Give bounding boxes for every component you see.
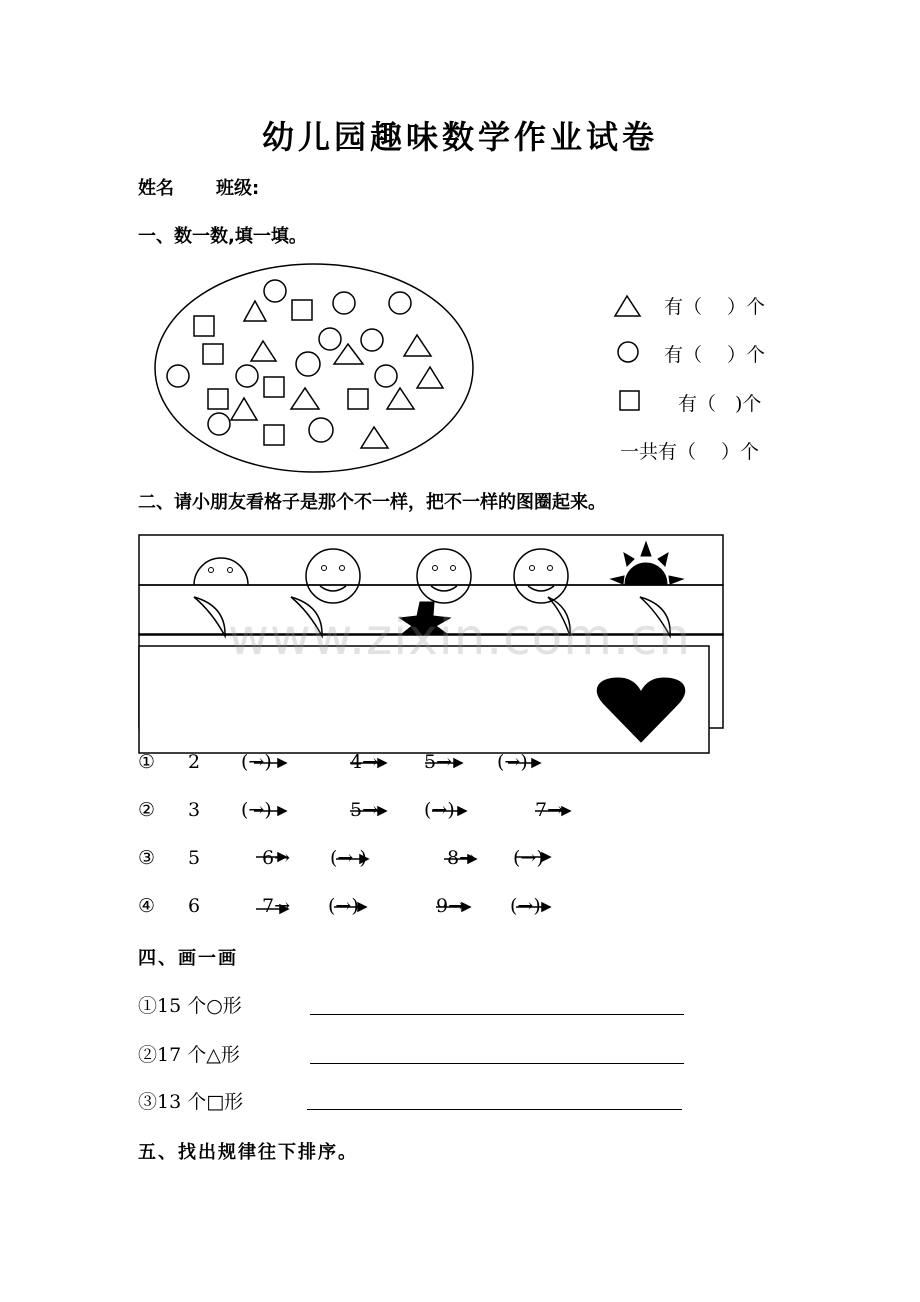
- moon-icon: [194, 597, 225, 636]
- sequence-item: 5→: [350, 799, 379, 821]
- sequence-blank: (→ ): [330, 847, 367, 869]
- sequence-number: ④: [138, 895, 156, 917]
- square-icon: [208, 389, 228, 409]
- triangle-icon: [231, 398, 257, 420]
- smiley-face-icon: [194, 558, 248, 585]
- circle-icon: [208, 413, 230, 435]
- triangle-icon: [244, 301, 266, 321]
- sequence-number: ③: [138, 847, 156, 869]
- section1-heading: 一、数一数,填一填。: [138, 226, 307, 247]
- sequence-blank: (→): [510, 895, 541, 917]
- draw-answer-line[interactable]: [307, 1109, 682, 1110]
- total-count-text: 一共有（ ）个: [620, 441, 760, 463]
- square-icon: [264, 377, 284, 397]
- name-label: 姓名: [138, 178, 174, 199]
- circle-icon: [296, 352, 320, 376]
- triangle-icon: [361, 427, 388, 448]
- class-label: 班级:: [216, 178, 260, 199]
- sequence-blank: (→): [513, 847, 544, 869]
- sequence-blank: (→): [328, 895, 359, 917]
- draw-answer-line[interactable]: [310, 1014, 684, 1015]
- sequence-item: 7→: [535, 799, 564, 821]
- circle-icon: [618, 342, 638, 362]
- draw-answer-line[interactable]: [310, 1063, 684, 1064]
- square-icon: [264, 425, 284, 445]
- sequence-item: 4→: [350, 751, 379, 773]
- square-icon: [620, 391, 639, 410]
- sequence-start: 5: [188, 847, 201, 869]
- smiley-face-icon: [306, 549, 360, 603]
- triangle-icon: [387, 388, 414, 409]
- circle-icon: [375, 365, 397, 387]
- sequence-blank: (→): [424, 799, 455, 821]
- sequence-start: 6: [188, 895, 201, 917]
- watermark: www.zixin.com.cn: [228, 608, 692, 666]
- circle-icon: [309, 418, 333, 442]
- circle-icon: [264, 280, 286, 302]
- sequence-start: 2: [188, 751, 201, 773]
- sequence-number: ②: [138, 799, 156, 821]
- circle-icon: [167, 365, 189, 387]
- circle-icon: [333, 292, 355, 314]
- draw-item-label: ②17 个△形: [138, 1044, 240, 1066]
- section4-heading: 四、画一画: [138, 948, 238, 969]
- draw-item-label: ①15 个○形: [138, 995, 242, 1017]
- sequence-blank: (→): [241, 751, 272, 773]
- page-title: 幼儿园趣味数学作业试卷: [261, 118, 658, 156]
- sequence-item: 8→: [447, 847, 476, 869]
- square-icon: [292, 300, 312, 320]
- circle-icon: [319, 328, 341, 350]
- triangle-icon: [291, 388, 319, 409]
- circle-icon: [389, 292, 411, 314]
- sequence-number: ①: [138, 751, 156, 773]
- sequence-blank: (→): [241, 799, 272, 821]
- sun-icon: [625, 563, 667, 584]
- square-count-text: 有（ )个: [678, 393, 762, 415]
- sequence-item: 9→: [436, 895, 465, 917]
- circle-icon: [236, 365, 258, 387]
- sequence-item: 6→: [262, 847, 291, 869]
- circle-count-text: 有（ ）个: [664, 344, 766, 366]
- square-icon: [203, 344, 223, 364]
- shape-ellipse: [155, 264, 473, 472]
- sequence-item: 7→: [262, 895, 291, 917]
- sequence-start: 3: [188, 799, 201, 821]
- triangle-icon: [251, 341, 276, 361]
- sequence-item: 5→: [424, 751, 453, 773]
- section5-heading: 五、找出规律往下排序。: [138, 1142, 358, 1163]
- smiley-face-icon: [417, 549, 471, 603]
- section2-heading: 二、请小朋友看格子是那个不一样，把不一样的图圈起来。: [138, 492, 606, 513]
- square-icon: [348, 389, 368, 409]
- square-icon: [194, 316, 214, 336]
- circle-icon: [361, 329, 383, 351]
- triangle-count-text: 有（ ）个: [664, 296, 766, 318]
- smiley-face-icon: [514, 549, 568, 603]
- draw-item-label: ③13 个□形: [138, 1091, 244, 1113]
- triangle-icon: [404, 335, 431, 356]
- triangle-icon: [417, 367, 443, 388]
- triangle-icon: [615, 296, 640, 316]
- sequence-blank: (→): [497, 751, 528, 773]
